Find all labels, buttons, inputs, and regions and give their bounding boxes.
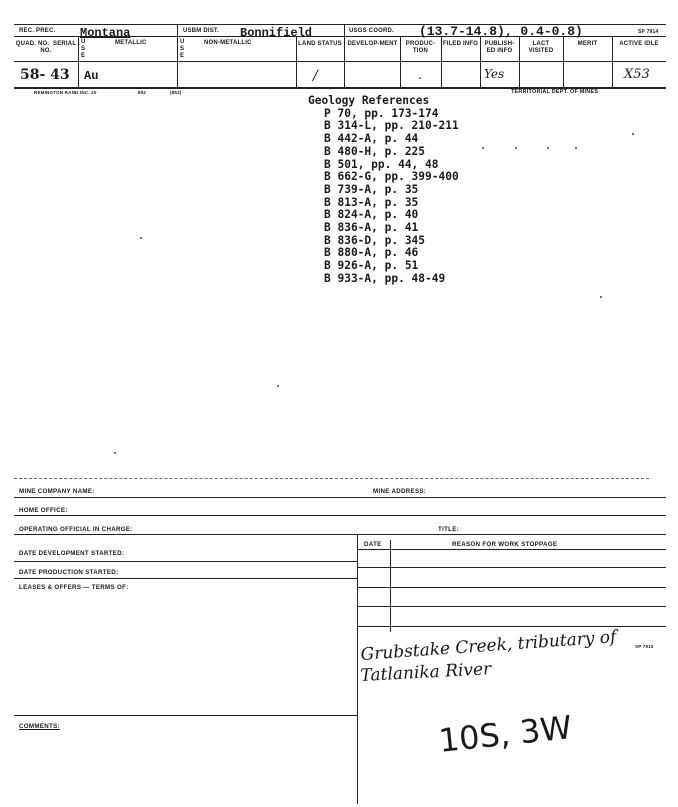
rule-reason-3 xyxy=(357,606,666,607)
rule-date-dev xyxy=(14,561,357,562)
divider-date-column xyxy=(390,540,391,632)
mine-address-label: MINE ADDRESS: xyxy=(373,488,427,495)
col-nonmetallic: NON-METALLIC xyxy=(204,40,252,46)
scan-speck xyxy=(515,147,517,149)
rule-home-office xyxy=(14,515,666,516)
form-number: SP 7914 xyxy=(638,29,659,35)
rule-operating-official xyxy=(14,534,666,535)
reference-item: B 836-A, p. 41 xyxy=(324,221,419,235)
usgs-coord-label: USGS COORD. xyxy=(349,28,394,34)
reference-item: B 314-L, pp. 210-211 xyxy=(324,119,459,133)
reference-item: B 501, pp. 44, 48 xyxy=(324,157,439,171)
rule-reason-1 xyxy=(357,567,666,568)
col-production: PRODUC-TION xyxy=(405,41,436,54)
form-number-2: SP 7915 xyxy=(635,644,654,649)
scan-speck xyxy=(547,147,549,149)
printer-code-2: (852) xyxy=(170,90,182,95)
scan-speck xyxy=(575,147,577,149)
reason-column-label: REASON FOR WORK STOPPAGE xyxy=(452,541,558,548)
handwritten-location-line1: Grubstake Creek, tributary of xyxy=(360,627,617,665)
col-land-status: LAND STATUS xyxy=(298,41,342,47)
rule-reason-4 xyxy=(357,626,666,627)
references-title: Geology References xyxy=(308,94,430,107)
col-development: DEVELOP-MENT xyxy=(347,41,398,47)
scan-speck xyxy=(632,133,634,135)
date-production-started-label: DATE PRODUCTION STARTED: xyxy=(19,569,119,576)
col-last-visited: LACT VISITED xyxy=(528,41,554,54)
divider-lower-vertical xyxy=(357,534,358,804)
col-quad-serial: QUAD. NO. SERIAL NO. xyxy=(15,41,77,54)
rec-prec-value: Montana xyxy=(80,26,131,40)
printer-credit: REMINGTON RAND INC. 20 xyxy=(34,90,97,95)
col-filed-info: FILED INFO xyxy=(442,41,479,47)
usbm-dist-label: USBM DIST. xyxy=(183,28,220,34)
geology-references xyxy=(308,94,459,286)
reference-item: B 739-A, p. 35 xyxy=(324,182,419,196)
comments-label: COMMENTS: xyxy=(19,723,60,730)
rule-reason-2 xyxy=(357,587,666,588)
scan-speck xyxy=(600,296,602,298)
printer-code: 852 xyxy=(138,90,147,95)
reference-item: B 480-H, p. 225 xyxy=(324,144,426,158)
usgs-coord-value: (13.7-14.8), 0.4-0.8) xyxy=(419,24,583,39)
reference-item: B 813-A, p. 35 xyxy=(324,195,419,209)
divider-develop xyxy=(344,24,345,87)
rule-mine-company xyxy=(14,497,666,498)
handwritten-township-range: 10S, 3W xyxy=(437,708,574,760)
divider-land xyxy=(296,37,297,87)
reference-item: B 926-A, p. 51 xyxy=(324,259,419,273)
row-published-info: Yes xyxy=(484,67,505,81)
col-active-idle: ACTIVE IDLE xyxy=(619,41,659,47)
home-office-label: HOME OFFICE: xyxy=(19,507,68,514)
divider-serial-metallic xyxy=(78,37,79,87)
row-quad-serial: 58- 43 xyxy=(20,67,70,83)
col-metallic-prefix: U S E xyxy=(81,39,86,59)
handwritten-location-line2: Tatlanika River xyxy=(360,659,492,686)
row-metallic: Au xyxy=(84,69,99,83)
reference-item: B 933-A, pp. 48-49 xyxy=(324,271,446,285)
scan-speck xyxy=(482,147,484,149)
row-land-status: / xyxy=(313,68,318,84)
title-label: TITLE: xyxy=(438,526,460,533)
reference-item: B 836-D, p. 345 xyxy=(324,233,426,247)
row-active-idle: X53 xyxy=(624,67,650,82)
reference-item: P 70, pp. 173-174 xyxy=(324,106,439,120)
col-merit: MERIT xyxy=(577,41,598,47)
reference-item: B 662-G, pp. 399-400 xyxy=(324,170,459,184)
lower-form-top-rule xyxy=(14,478,649,479)
rule-comments-top xyxy=(14,715,357,716)
col-nonmetallic-prefix: U S E xyxy=(180,39,185,59)
territorial-dept: TERRITORIAL DEPT. OF MINES xyxy=(511,89,599,95)
operating-official-label: OPERATING OFFICIAL IN CHARGE: xyxy=(19,526,133,533)
col-metallic: METALLIC xyxy=(115,40,147,46)
rule-reason-header xyxy=(357,549,666,550)
leases-offers-label: LEASES & OFFERS — TERMS OF: xyxy=(19,584,129,591)
reference-item: B 824-A, p. 40 xyxy=(324,208,419,222)
scan-speck xyxy=(140,237,142,239)
date-development-started-label: DATE DEVELOPMENT STARTED: xyxy=(19,550,125,557)
date-column-label: DATE xyxy=(364,541,382,548)
rec-prec-label: REC. PREC. xyxy=(19,28,56,34)
rule-date-prod xyxy=(14,578,357,579)
reference-item: B 442-A, p. 44 xyxy=(324,132,419,146)
col-published-info: PUBLISH-ED INFO xyxy=(484,41,515,54)
reference-item: B 880-A, p. 46 xyxy=(324,246,419,260)
row-production: . xyxy=(418,68,422,82)
mine-company-name-label: MINE COMPANY NAME: xyxy=(19,488,95,495)
usbm-dist-value: Bonnifield xyxy=(240,26,313,40)
scan-speck xyxy=(114,452,116,454)
scan-speck xyxy=(277,385,279,387)
divider-metallic-nonmetallic xyxy=(177,24,178,87)
header-lower-rule xyxy=(14,61,666,62)
